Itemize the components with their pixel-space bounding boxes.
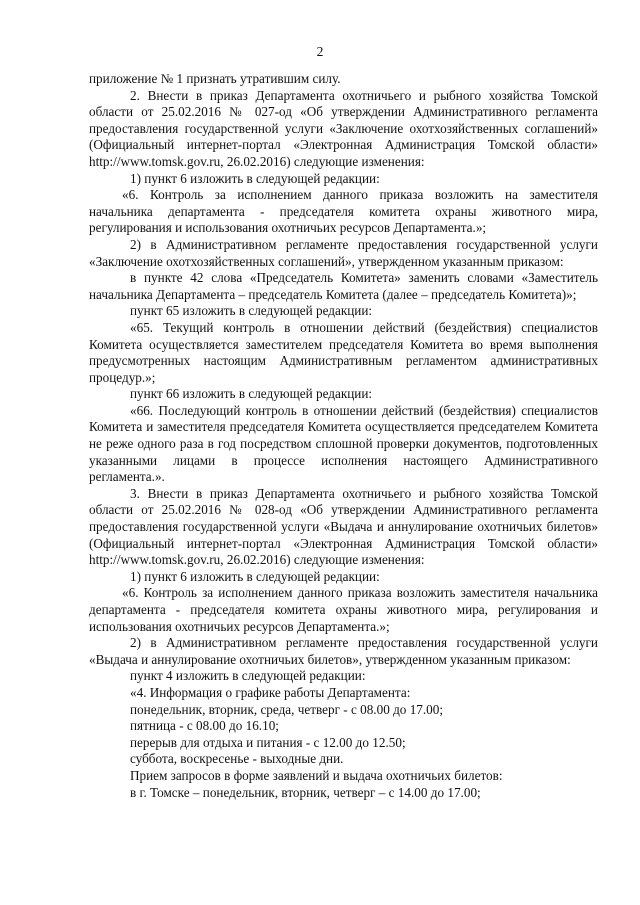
paragraph: приложение № 1 признать утратившим силу. [89,71,341,86]
paragraph: «6. Контроль за исполнением данного приказа возложить заместителя начальника департамента - председателя комитета охраны животного мира, регулирования и использования охотничьих ресурсов Департамента.»; [89,585,598,634]
paragraph: «66. Последующий контроль в отношении действий (бездействия) специалистов Комитета и заместителя председателя Комитета осуществляется председателем Комитета не реже одного раза в год посредством сплошной проверки документов, подготовленных указанными лицами в процессе исполнения настоящего Административного регламента.». [89,402,598,485]
paragraph: понедельник, вторник, среда, четверг - с 08.00 до 17.00; [130,701,444,717]
paragraph: пятница - с 08.00 до 16.10; [130,718,279,734]
paragraph: пункт 66 изложить в следующей редакции: [130,386,373,402]
paragraph: 1) пункт 6 изложить в следующей редакции: [130,568,380,584]
paragraph: в г. Томске – понедельник, вторник, четверг – с 14.00 до 17.00; [130,784,481,800]
paragraph: «6. Контроль за исполнением данного приказа возложить на заместителя начальника департамента - председателя комитета охраны животного мира, регулирования и использования охотничьих ресурсов Департамента.»; [89,187,598,236]
paragraph: суббота, воскресенье - выходные дни. [130,751,344,767]
paragraph: 2. Внести в приказ Департамента охотничьего и рыбного хозяйства Томской области от 25.02.2016 № 027-од «Об утверждении Административного регламента предоставления государственной услуги «Заключение охотхозяйственных соглашений» (Официальный интернет-портал «Электронная Администрация Томской области» http://www.tomsk.gov.ru, 26.02.2016) следующие изменения: [89,87,598,169]
paragraph: в пункте 42 слова «Председатель Комитета» заменить словами «Заместитель начальника Департамента – председатель Комитета (далее – председатель Комитета)»; [89,270,598,302]
paragraph: пункт 4 изложить в следующей редакции: [130,668,366,684]
paragraph: перерыв для отдыха и питания - с 12.00 до 12.50; [130,734,406,750]
paragraph: «65. Текущий контроль в отношении действий (бездействия) специалистов Комитета осуществляется заместителем председателя Комитета во время выполнения предусмотренных настоящим Административным регламентом административных процедур.»; [89,319,598,385]
paragraph: пункт 65 изложить в следующей редакции: [130,303,373,319]
paragraph: 2) в Административном регламенте предоставления государственной услуги «Выдача и аннулирование охотничьих билетов», утвержденном указанным приказом: [89,635,598,667]
document-body [89,71,598,801]
paragraph: Прием запросов в форме заявлений и выдача охотничьих билетов: [130,767,503,783]
page-number: 2 [316,44,324,59]
paragraph: 1) пункт 6 изложить в следующей редакции: [130,170,380,186]
paragraph: 3. Внести в приказ Департамента охотничьего и рыбного хозяйства Томской области от 25.02.2016 № 028-од «Об утверждении Административного регламента предоставления государственной услуги «Выдача и аннулирование охотничьих билетов» (Официальный интернет-портал «Электронная Администрация Томской области» http://www.tomsk.gov.ru, 26.02.2016) следующие изменения: [89,485,598,568]
paragraph: 2) в Административном регламенте предоставления государственной услуги «Заключение охотхозяйственных соглашений», утвержденном указанным приказом: [89,236,598,269]
paragraph: «4. Информация о графике работы Департамента: [130,684,411,700]
